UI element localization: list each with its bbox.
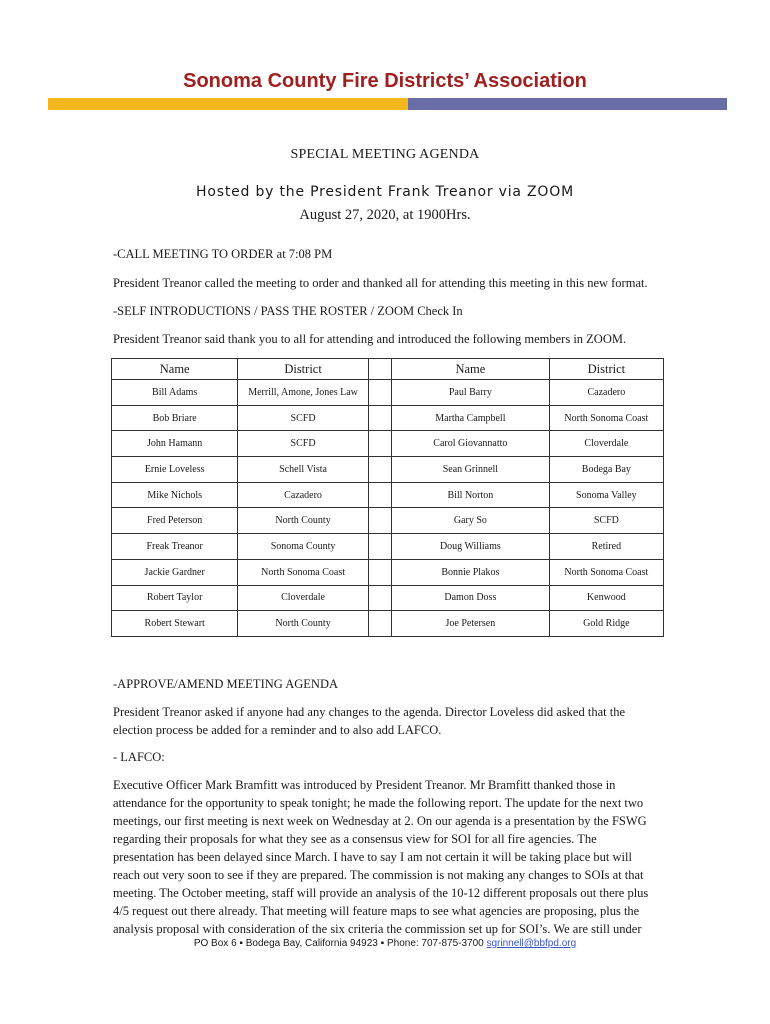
spacer-cell — [368, 585, 391, 611]
table-row — [112, 611, 664, 637]
members-table — [111, 358, 664, 637]
member-name: John Hamann — [112, 431, 238, 457]
approve-text: President Treanor asked if anyone had any changes to the agenda. Director Loveless did asked that the election process be added for a reminder and to also add LAFCO. — [113, 705, 625, 737]
member-name: Martha Campbell — [392, 405, 550, 431]
member-district: Merrill, Amone, Jones Law — [238, 380, 368, 406]
footer — [0, 938, 770, 949]
member-district: Kenwood — [549, 585, 663, 611]
member-district: Sonoma Valley — [549, 482, 663, 508]
member-district: North County — [238, 508, 368, 534]
col-header-district: District — [238, 359, 368, 380]
member-name: Bill Adams — [112, 380, 238, 406]
member-district: North Sonoma Coast — [549, 405, 663, 431]
member-district: Gold Ridge — [549, 611, 663, 637]
spacer-cell — [368, 559, 391, 585]
col-header-district-2: District — [549, 359, 663, 380]
spacer-cell — [368, 457, 391, 483]
approve-heading: -APPROVE/AMEND MEETING AGENDA — [113, 677, 338, 691]
member-district: Bodega Bay — [549, 457, 663, 483]
member-district: Sonoma County — [238, 534, 368, 560]
hosted-by-line: Hosted by the President Frank Treanor via ZOOM — [196, 184, 574, 200]
table-row — [112, 482, 664, 508]
self-intro-heading: -SELF INTRODUCTIONS / PASS THE ROSTER / ZOOM Check In — [113, 304, 463, 318]
header-bar-blue — [408, 98, 727, 110]
member-name: Ernie Loveless — [112, 457, 238, 483]
member-name: Bob Briare — [112, 405, 238, 431]
member-name: Doug Williams — [392, 534, 550, 560]
member-name: Sean Grinnell — [392, 457, 550, 483]
member-name: Robert Stewart — [112, 611, 238, 637]
member-name: Mike Nichols — [112, 482, 238, 508]
spacer-cell — [368, 534, 391, 560]
member-district: Cloverdale — [549, 431, 663, 457]
lafco-text: Executive Officer Mark Bramfitt was introduced by President Treanor. Mr Bramfitt thanked those in attendance for the opportunity to speak tonight; he made the following report. The update for the next two meetings, our first meeting is next week on Wednesday at 2. On our agenda is a presentation by the FSWG regarding their proposals for what they see as a consensus view for SOI for all fire agencies. The presentation has been delayed since March. I have to say I am not certain it will be taking place but will reach out very soon to see if they are prepared. The commission is not making any changes to SOIs at that meeting. The October meeting, staff will provide an analysis of the 10-12 different proposals out there plus 4/5 request out there already. That meeting will feature maps to see what agencies are proposing, plus the analysis proposal with consideration of the six criteria the commission set up for SOI’s. We are still under — [113, 778, 649, 936]
table-row — [112, 534, 664, 560]
table-row — [112, 585, 664, 611]
table-row — [112, 508, 664, 534]
footer-address: PO Box 6 ▪ Bodega Bay, California 94923 ▪ Phone: 707-875-3700 — [193, 938, 484, 949]
member-district: North Sonoma Coast — [238, 559, 368, 585]
spacer-cell — [368, 405, 391, 431]
member-name: Bonnie Plakos — [392, 559, 550, 585]
member-name: Paul Barry — [392, 380, 550, 406]
table-row — [112, 559, 664, 585]
lafco-heading: - LAFCO: — [113, 750, 165, 764]
member-district: SCFD — [238, 431, 368, 457]
member-name: Robert Taylor — [112, 585, 238, 611]
spacer-cell — [368, 431, 391, 457]
member-name: Damon Doss — [392, 585, 550, 611]
member-name: Fred Peterson — [112, 508, 238, 534]
member-district: North Sonoma Coast — [549, 559, 663, 585]
member-district: SCFD — [549, 508, 663, 534]
table-header-row — [112, 359, 664, 380]
member-name: Jackie Gardner — [112, 559, 238, 585]
member-district: Cloverdale — [238, 585, 368, 611]
member-district: Schell Vista — [238, 457, 368, 483]
table-row — [112, 431, 664, 457]
member-name: Joe Petersen — [392, 611, 550, 637]
spacer-cell — [368, 508, 391, 534]
org-title: Sonoma County Fire Districts’ Association — [183, 70, 587, 92]
member-district: Cazadero — [549, 380, 663, 406]
col-header-name: Name — [112, 359, 238, 380]
table-row — [112, 405, 664, 431]
table-row — [112, 457, 664, 483]
intro-text: President Treanor said thank you to all for attending and introduced the following members in ZOOM. — [113, 332, 627, 346]
member-name: Gary So — [392, 508, 550, 534]
col-header-spacer — [368, 359, 391, 380]
member-district: North County — [238, 611, 368, 637]
member-name: Bill Norton — [392, 482, 550, 508]
footer-email-link[interactable]: sgrinnell@bbfpd.org — [486, 938, 577, 949]
header-color-bar — [48, 98, 727, 110]
col-header-name-2: Name — [392, 359, 550, 380]
table-row — [112, 380, 664, 406]
meeting-date: August 27, 2020, at 1900Hrs. — [299, 207, 471, 223]
spacer-cell — [368, 482, 391, 508]
spacer-cell — [368, 380, 391, 406]
call-to-order-heading: -CALL MEETING TO ORDER at 7:08 PM — [113, 247, 333, 261]
member-name: Freak Treanor — [112, 534, 238, 560]
header-bar-gold — [48, 98, 408, 110]
member-district: SCFD — [238, 405, 368, 431]
agenda-title: SPECIAL MEETING AGENDA — [290, 147, 480, 162]
member-district: Cazadero — [238, 482, 368, 508]
spacer-cell — [368, 611, 391, 637]
call-to-order-text: President Treanor called the meeting to order and thanked all for attending this meeting in this new format. — [113, 276, 648, 290]
member-district: Retired — [549, 534, 663, 560]
member-name: Carol Giovannatto — [392, 431, 550, 457]
